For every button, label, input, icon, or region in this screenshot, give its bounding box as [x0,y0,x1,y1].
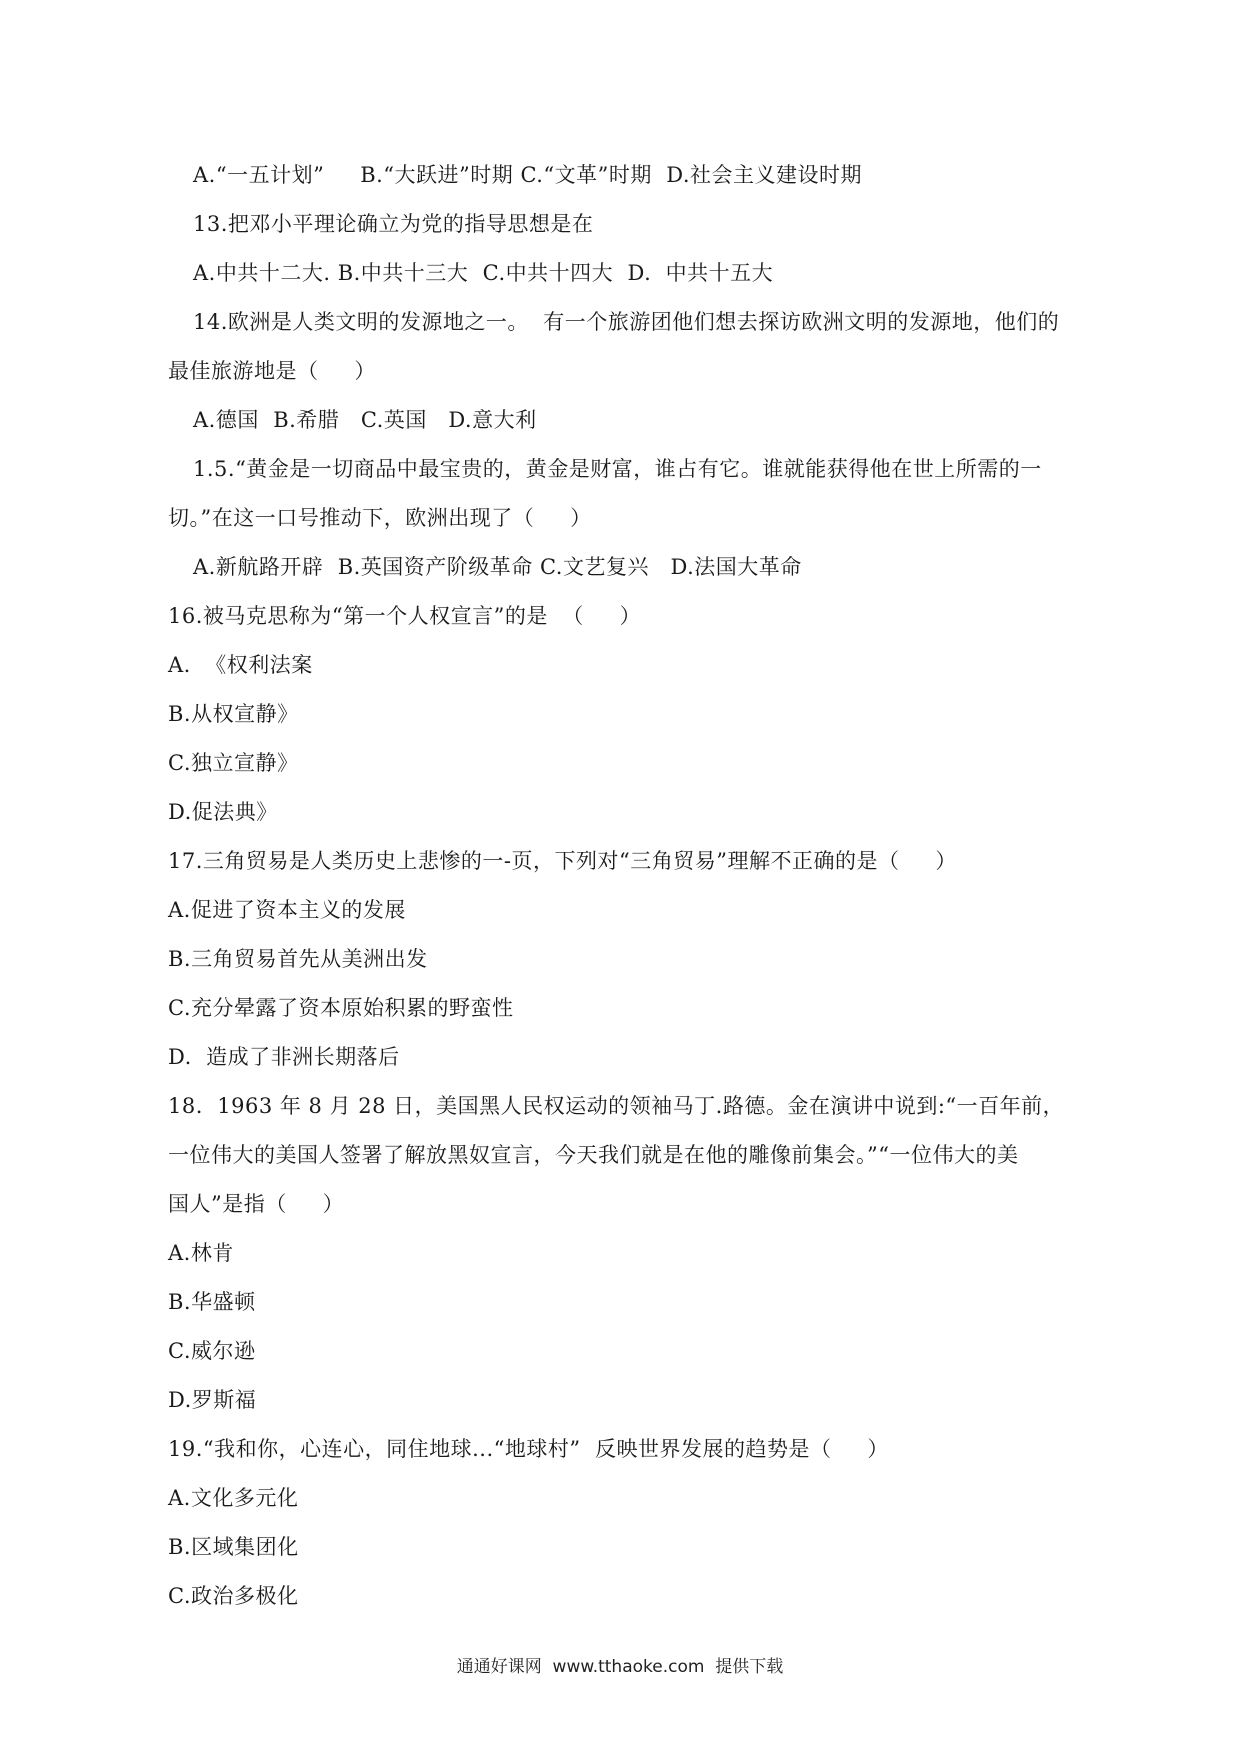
q16-option-d: D.促法典》 [168,800,278,824]
q16-option-a: A. 《权利法案 [168,653,313,677]
q16-option-b: B.从权宣静》 [168,702,299,726]
q15-options: A.新航路开辟 B.英国资产阶级革命 C.文艺复兴 D.法国大革命 [193,555,802,579]
q15-stem-line2: 切。”在这一口号推动下，欧洲出现了（ ） [168,506,592,530]
q18-option-c: C.威尔逊 [168,1339,256,1363]
q18-stem-line2: 一位伟大的美国人签署了解放黑奴宣言，今天我们就是在他的雕像前集会。”“一位伟大的美 [168,1143,1019,1167]
q14-stem-line1: 14.欧洲是人类文明的发源地之一。 有一个旅游团他们想去探访欧洲文明的发源地，他们的 [193,310,1060,334]
q18-option-b: B.华盛顿 [168,1290,256,1314]
q17-option-a: A.促进了资本主义的发展 [168,898,406,922]
q16-option-c: C.独立宣静》 [168,751,299,775]
q16-stem: 16.被马克思称为“第一个人权宣言”的是 （ ） [168,604,642,628]
q13-options: A.中共十二大. B.中共十三大 C.中共十四大 D. 中共十五大 [193,261,774,285]
q17-option-d: D. 造成了非洲长期落后 [168,1045,400,1069]
q15-stem-line1: 1.5.“黄金是一切商品中最宝贵的，黄金是财富，谁占有它。谁就能获得他在世上所需的一 [193,457,1042,481]
q19-stem: 19.“我和你，心连心，同住地球...“地球村” 反映世界发展的趋势是（ ） [168,1437,889,1461]
q17-option-b: B.三角贸易首先从美洲出发 [168,947,428,971]
q13-stem: 13.把邓小平理论确立为党的指导思想是在 [193,212,594,236]
page-footer: 通通好课网 www.tthaoke.com 提供下载 [456,1657,784,1677]
q14-stem-line2: 最佳旅游地是（ ） [168,359,376,383]
q19-option-b: B.区域集团化 [168,1535,299,1559]
q17-option-c: C.充分晕露了资本原始积累的野蛮性 [168,996,514,1020]
q18-option-d: D.罗斯福 [168,1388,257,1412]
q19-option-a: A.文化多元化 [168,1486,299,1510]
q18-stem-line1: 18. 1963 年 8 月 28 日，美国黑人民权运动的领袖马丁.路德。金在演讲中说到:“一百年前， [168,1094,1065,1118]
q18-stem-line3: 国人”是指（ ） [168,1192,345,1216]
q17-stem: 17.三角贸易是人类历史上悲惨的一-页，下列对“三角贸易”理解不正确的是（ ） [168,849,957,873]
q12-options: A.“一五计划” B.“大跃进”时期 C.“文革”时期 D.社会主义建设时期 [193,163,863,187]
q19-option-c: C.政治多极化 [168,1584,299,1608]
q18-option-a: A.林肯 [168,1241,234,1265]
q14-options: A.德国 B.希腊 C.英国 D.意大利 [193,408,537,432]
